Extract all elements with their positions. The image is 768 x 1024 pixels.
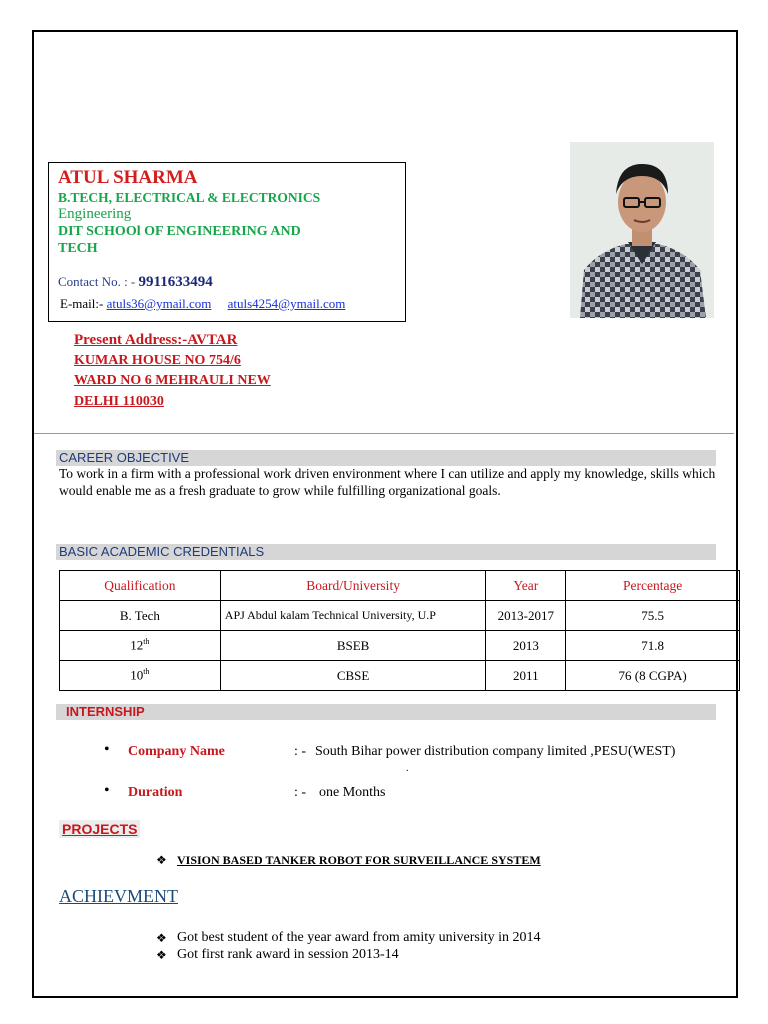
address-line-4: DELHI 110030 (74, 394, 164, 409)
table-row (60, 631, 740, 661)
contact-line (58, 274, 213, 291)
email-link-2[interactable]: atuls4254@ymail.com (227, 296, 346, 311)
address-line-2: KUMAR HOUSE NO 754/6 (74, 353, 241, 368)
header-box (48, 162, 406, 322)
internship-heading: INTERNSHIP (56, 704, 716, 720)
address-line-3: WARD NO 6 MEHRAULI NEW (74, 373, 271, 388)
candidate-name: ATUL SHARMA (58, 167, 198, 188)
percentage-cell: 75.5 (566, 601, 740, 631)
column-header: Percentage (566, 571, 740, 601)
table-row (60, 661, 740, 691)
qualification-value: B. Tech (119, 607, 160, 623)
career-objective-text: To work in a firm with a professional work driven environment where I can utilize and apply my knowledge, skills which would enable me as a fresh graduate to grow while fulfilling organizational goals. (59, 466, 716, 498)
company-name-value: South Bihar power distribution company limited ,PESU(WEST) (315, 744, 676, 759)
qualification-cell (60, 601, 221, 631)
school-line-2: TECH (58, 241, 98, 256)
email-link-1[interactable]: atuls36@ymail.com (106, 296, 212, 311)
email-line (60, 296, 345, 312)
project-title: VISION BASED TANKER ROBOT FOR SURVEILLANCE SYSTEM (177, 853, 541, 867)
table-header-row (60, 571, 740, 601)
board-cell: CBSE (220, 661, 486, 691)
stray-dot: . (406, 763, 409, 774)
column-header: Qualification (60, 571, 221, 601)
qualification-suffix: th (143, 637, 150, 647)
projects-heading: PROJECTS (59, 820, 140, 838)
divider (34, 433, 734, 434)
year-cell: 2013 (486, 631, 566, 661)
achievement-item: Got best student of the year award from amity university in 2014 (177, 930, 541, 945)
company-separator: : - (294, 744, 307, 759)
board-cell: BSEB (220, 631, 486, 661)
academic-heading: BASIC ACADEMIC CREDENTIALS (56, 544, 716, 560)
percentage-cell: 76 (8 CGPA) (566, 661, 740, 691)
qualification-cell (60, 631, 221, 661)
academic-table (59, 570, 740, 691)
qualification-value: 10 (130, 667, 144, 683)
qualification-cell (60, 661, 221, 691)
table-row (60, 601, 740, 631)
contact-label: Contact No. : - (58, 274, 139, 289)
diamond-bullet-icon: ❖ (156, 853, 167, 867)
year-cell: 2013-2017 (486, 601, 566, 631)
column-header: Year (486, 571, 566, 601)
year-cell: 2011 (486, 661, 566, 691)
duration-separator: : - (294, 785, 307, 800)
email-label: E-mail:- (60, 296, 107, 311)
bullet-icon: • (104, 782, 110, 799)
school-line-1: DIT SCHOOl OF ENGINEERING AND (58, 224, 301, 239)
degree-line-2: Engineering (58, 206, 132, 222)
qualification-value: 12 (130, 637, 144, 653)
address-line-1: Present Address:-AVTAR (74, 332, 238, 348)
company-name-label: Company Name (128, 744, 225, 759)
percentage-cell: 71.8 (566, 631, 740, 661)
career-objective-heading: CAREER OBJECTIVE (56, 450, 716, 466)
diamond-bullet-icon: ❖ (156, 948, 167, 962)
achievement-item: Got first rank award in session 2013-14 (177, 947, 399, 962)
achievement-heading: ACHIEVMENT (59, 886, 178, 906)
duration-value: one Months (319, 785, 386, 800)
bullet-icon: • (104, 741, 110, 758)
column-header: Board/University (220, 571, 486, 601)
degree-line-1: B.TECH, ELECTRICAL & ELECTRONICS (58, 190, 321, 205)
board-cell: APJ Abdul kalam Technical University, U.P (220, 601, 486, 631)
profile-photo (570, 142, 714, 318)
diamond-bullet-icon: ❖ (156, 931, 167, 945)
contact-number: 9911633494 (138, 274, 213, 290)
duration-label: Duration (128, 785, 183, 800)
qualification-suffix: th (143, 667, 150, 677)
